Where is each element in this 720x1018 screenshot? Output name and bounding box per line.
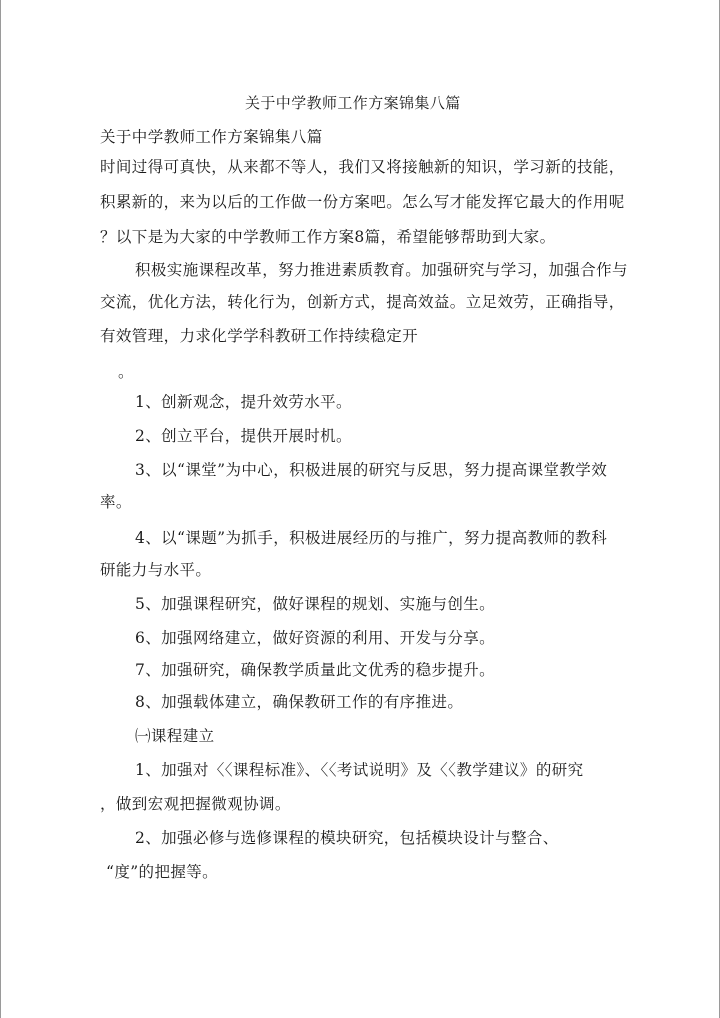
list-item-7: 7、加强研究，确保教学质量此文优秀的稳步提升。 <box>135 661 496 679</box>
section-item-1: 1、加强对〈〈课程标准》、〈〈考试说明》及〈〈教学建议》的研究 <box>135 761 584 779</box>
list-item-1: 1、创新观念，提升效劳水平。 <box>135 393 352 411</box>
page-border-left <box>0 0 1 1018</box>
list-item-3: 3、以“课堂”为中心，积极进展的研究与反思，努力提高课堂教学效 <box>135 461 608 479</box>
list-item-6: 6、加强网络建立，做好资源的利用、开发与分享。 <box>135 629 496 647</box>
para1-line-1: 积极实施课程改革，努力推进素质教育。加强研究与学习，加强合作与 <box>135 261 628 279</box>
document-subtitle: 关于中学教师工作方案锦集八篇 <box>100 128 323 146</box>
section-item-2: 2、加强必修与选修课程的模块研究，包括模块设计与整合、 <box>135 829 559 847</box>
section-heading: ㈠课程建立 <box>135 727 215 745</box>
list-item-2: 2、创立平台，提供开展时机。 <box>135 427 352 445</box>
section-item-2-cont: “度”的把握等。 <box>106 863 219 881</box>
intro-line-1: 时间过得可真快，从来都不等人，我们又将接触新的知识，学习新的技能， <box>100 158 625 176</box>
para1-line-3: 有效管理，力求化学学科教研工作持续稳定开 <box>100 327 419 345</box>
para1-line-4: 。 <box>118 363 134 381</box>
intro-line-3: ？以下是为大家的中学教师工作方案8篇，希望能够帮助到大家。 <box>100 228 556 246</box>
list-item-5: 5、加强课程研究，做好课程的规划、实施与创生。 <box>135 595 496 613</box>
list-item-4: 4、以“课题”为抓手，积极进展经历的与推广，努力提高教师的教科 <box>135 529 608 547</box>
list-item-4-cont: 研能力与水平。 <box>100 561 212 579</box>
document-title: 关于中学教师工作方案锦集八篇 <box>245 94 461 112</box>
para1-line-2: 交流，优化方法，转化行为，创新方式，提高效益。立足效劳，正确指导， <box>100 293 625 311</box>
section-item-1-cont: ，做到宏观把握微观协调。 <box>100 795 291 813</box>
list-item-3-cont: 率。 <box>100 493 132 511</box>
list-item-8: 8、加强载体建立，确保教研工作的有序推进。 <box>135 693 464 711</box>
intro-line-2: 积累新的，来为以后的工作做一份方案吧。怎么写才能发挥它最大的作用呢 <box>100 193 625 211</box>
